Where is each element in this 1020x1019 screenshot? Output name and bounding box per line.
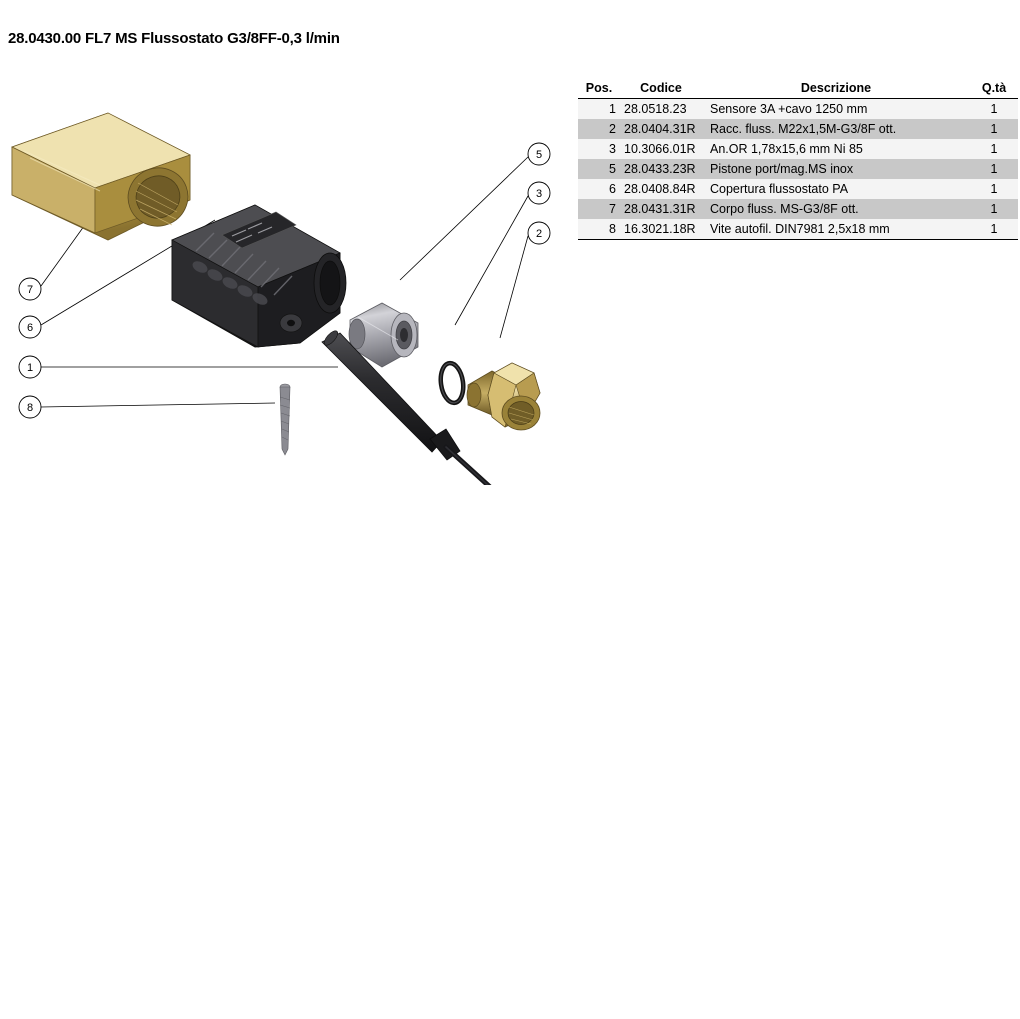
cell-code: 28.0404.31R xyxy=(620,119,702,139)
cell-code: 16.3021.18R xyxy=(620,219,702,240)
cell-description: An.OR 1,78x15,6 mm Ni 85 xyxy=(702,139,970,159)
table-row xyxy=(578,159,1018,179)
balloon-3 xyxy=(528,182,550,204)
balloon-1-label: 1 xyxy=(26,362,34,374)
cell-qty: 1 xyxy=(970,219,1018,240)
table-body xyxy=(578,99,1018,240)
cell-code: 28.0518.23 xyxy=(620,99,702,120)
balloon-8 xyxy=(19,396,41,418)
cell-description: Corpo fluss. MS-G3/8F ott. xyxy=(702,199,970,219)
cell-pos: 1 xyxy=(578,99,620,120)
cell-description: Sensore 3A +cavo 1250 mm xyxy=(702,99,970,120)
page-title: 28.0430.00 FL7 MS Flussostato G3/8FF-0,3 l/min xyxy=(8,30,340,47)
table-row xyxy=(578,199,1018,219)
header-pos: Pos. xyxy=(578,80,620,99)
part-3-o-ring xyxy=(438,362,465,405)
balloon-1 xyxy=(19,356,41,378)
cell-pos: 6 xyxy=(578,179,620,199)
part-8-screw xyxy=(280,384,290,455)
part-6-black-cover xyxy=(172,205,346,347)
table-row xyxy=(578,219,1018,240)
parts-table xyxy=(578,80,1018,240)
balloon-6 xyxy=(19,316,41,338)
part-2-brass-fitting xyxy=(467,363,540,430)
balloon-5-label: 5 xyxy=(535,149,543,161)
cell-pos: 3 xyxy=(578,139,620,159)
cell-code: 28.0431.31R xyxy=(620,199,702,219)
cell-description: Vite autofil. DIN7981 2,5x18 mm xyxy=(702,219,970,240)
cell-description: Pistone port/mag.MS inox xyxy=(702,159,970,179)
cell-qty: 1 xyxy=(970,119,1018,139)
header-code: Codice xyxy=(620,80,702,99)
balloon-8-label: 8 xyxy=(26,402,34,414)
cell-qty: 1 xyxy=(970,159,1018,179)
header-description: Descrizione xyxy=(702,80,970,99)
cell-pos: 8 xyxy=(578,219,620,240)
cell-code: 10.3066.01R xyxy=(620,139,702,159)
cell-code: 28.0408.84R xyxy=(620,179,702,199)
balloon-6-label: 6 xyxy=(26,322,34,334)
table-header-row xyxy=(578,80,1018,99)
cell-qty: 1 xyxy=(970,99,1018,120)
balloon-5 xyxy=(528,143,550,165)
header-qty: Q.tà xyxy=(970,80,1018,99)
cell-pos: 2 xyxy=(578,119,620,139)
balloon-7 xyxy=(19,278,41,300)
cell-qty: 1 xyxy=(970,199,1018,219)
table-row xyxy=(578,179,1018,199)
cell-pos: 5 xyxy=(578,159,620,179)
balloon-3-label: 3 xyxy=(535,188,543,200)
balloon-7-label: 7 xyxy=(26,284,34,296)
exploded-view-drawing xyxy=(0,55,570,485)
cell-description: Racc. fluss. M22x1,5M-G3/8F ott. xyxy=(702,119,970,139)
balloon-2 xyxy=(528,222,550,244)
cell-qty: 1 xyxy=(970,139,1018,159)
balloon-2-label: 2 xyxy=(535,228,543,240)
table-row xyxy=(578,119,1018,139)
cell-pos: 7 xyxy=(578,199,620,219)
cell-qty: 1 xyxy=(970,179,1018,199)
table-row xyxy=(578,99,1018,120)
part-7-brass-body xyxy=(12,113,196,240)
cell-description: Copertura flussostato PA xyxy=(702,179,970,199)
cell-code: 28.0433.23R xyxy=(620,159,702,179)
table-row xyxy=(578,139,1018,159)
